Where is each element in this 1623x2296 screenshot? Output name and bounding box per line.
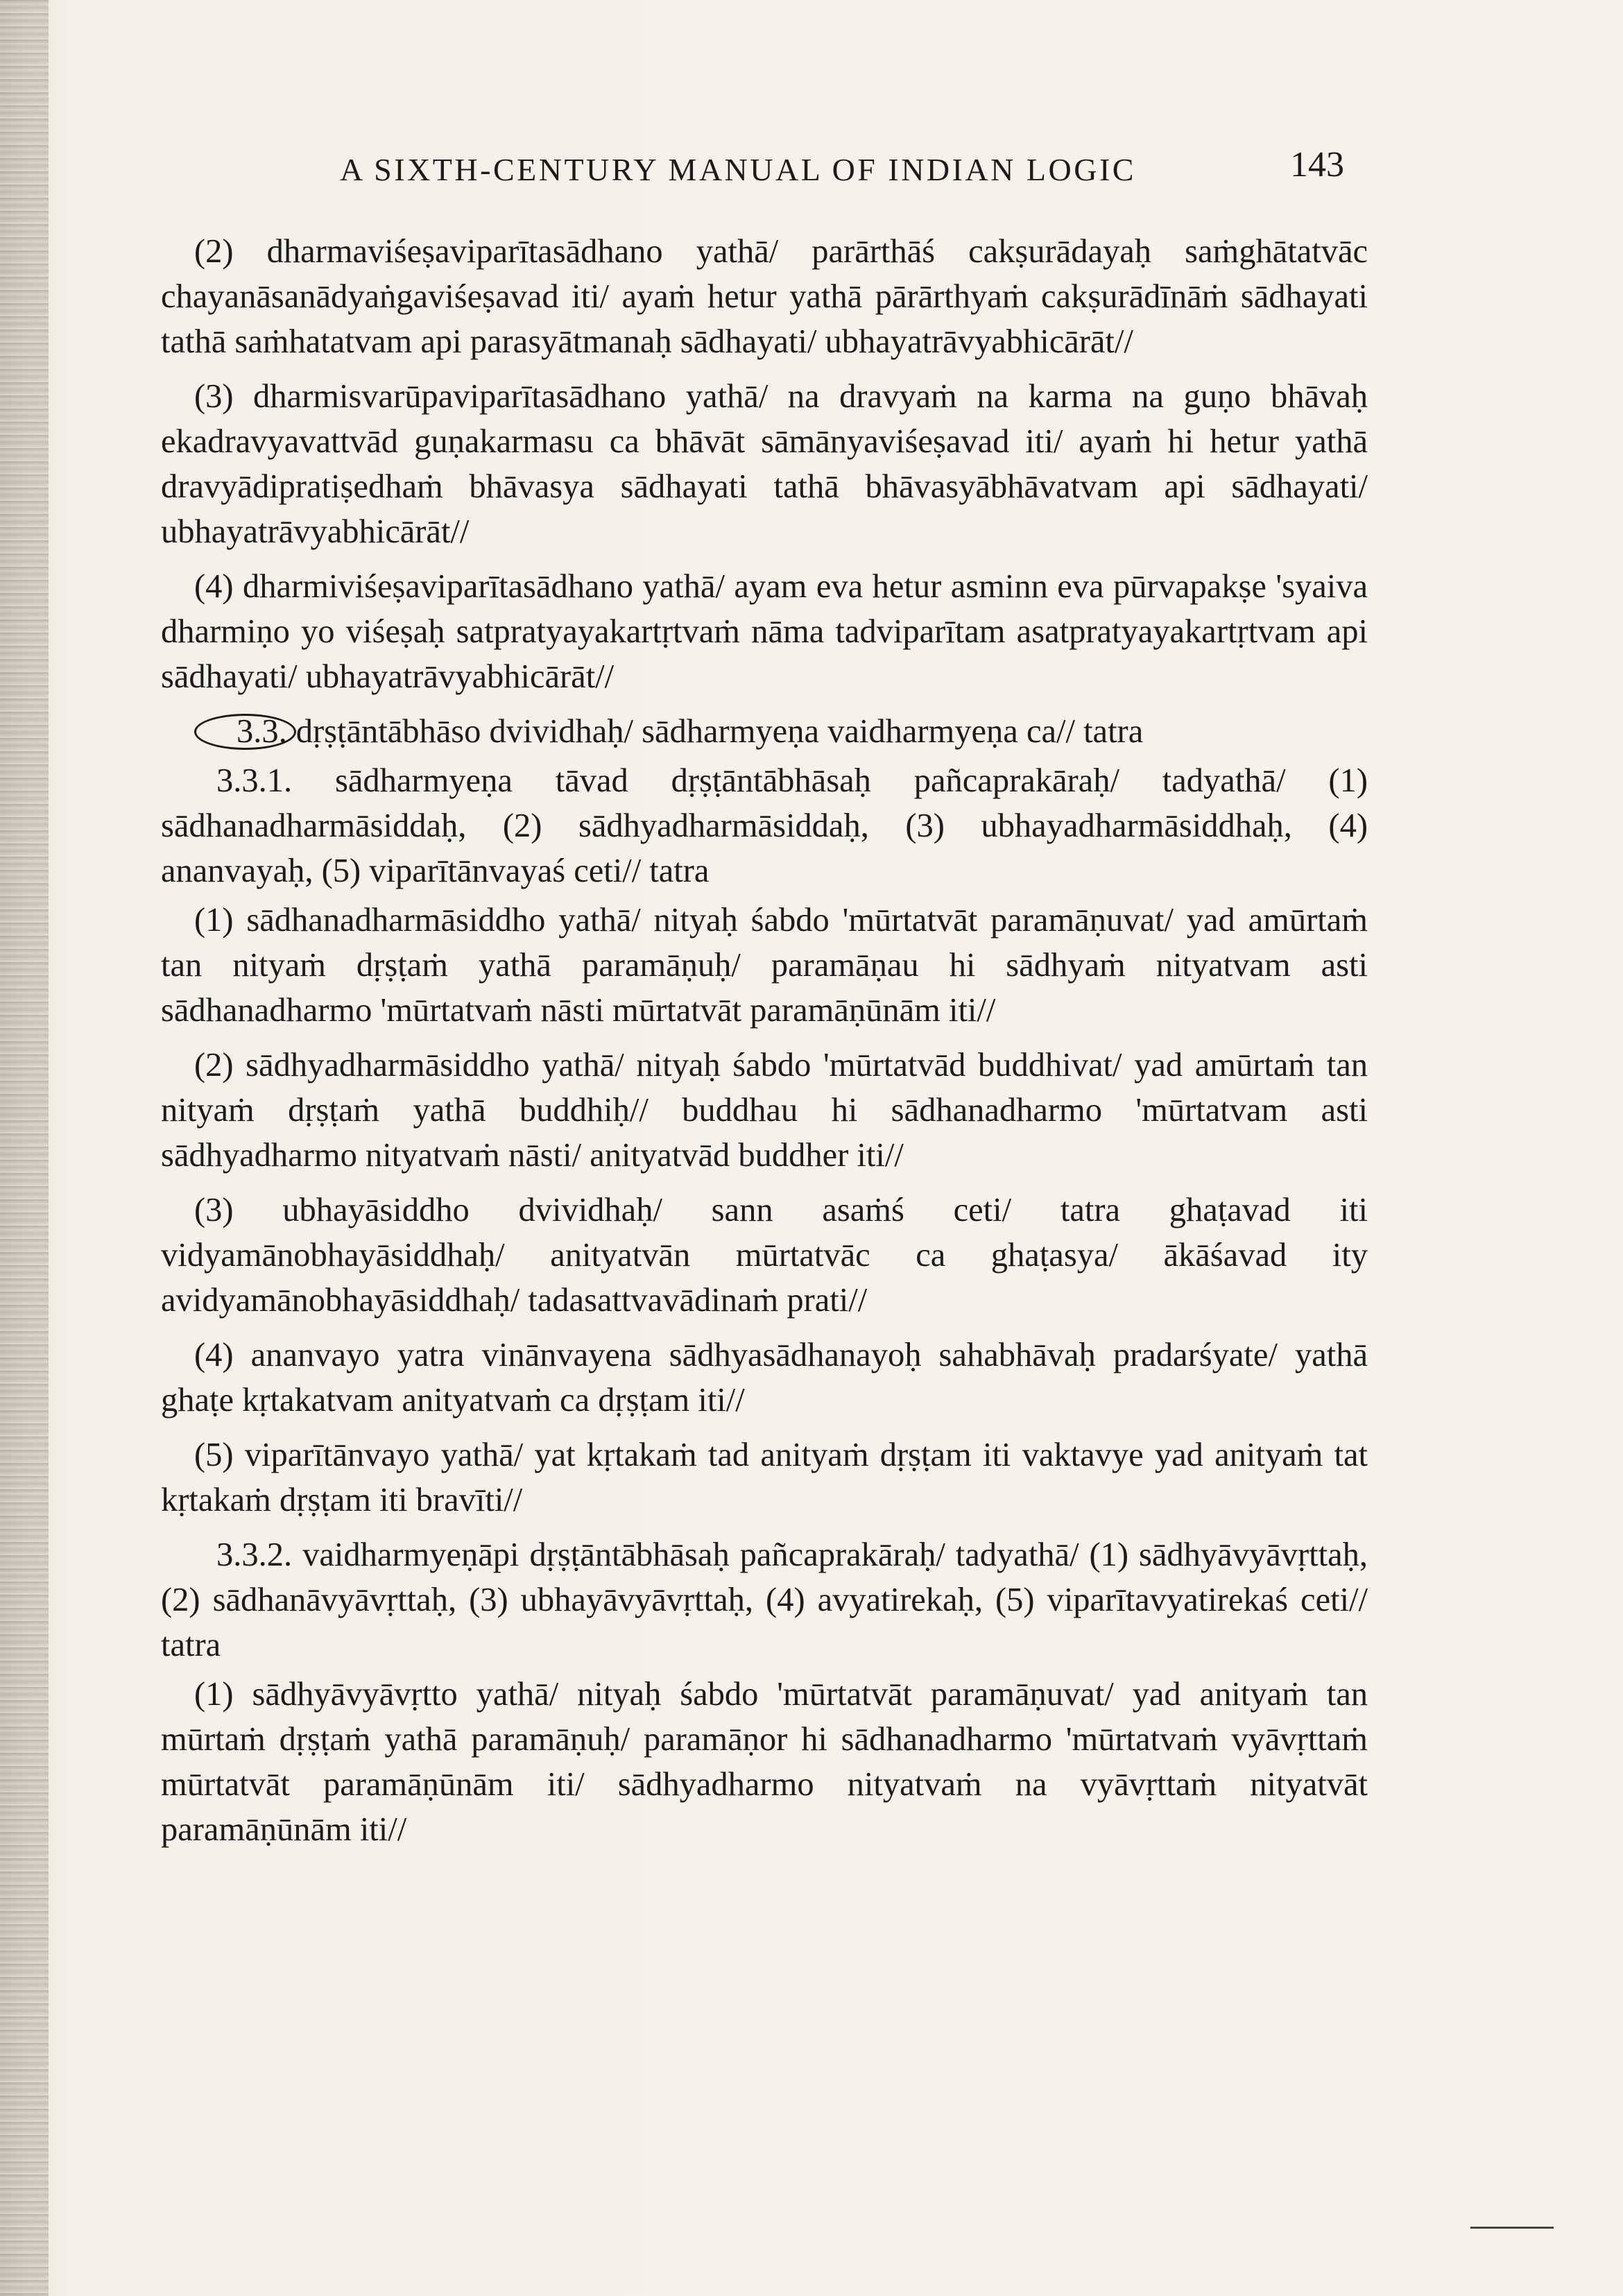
paragraph-dharmisvarupa: (3) dharmisvarūpaviparītasādhano yathā/ na dravyaṁ na karma na guṇo bhāvaḥ ekadravyavattvād guṇakarmasu ca bhāvāt sāmānyaviśeṣavad iti/ ayaṁ hi hetur yathā dravyādipratiṣedhaṁ bhāvasya sādhayati tathā bhāvasyābhāvatvam api sādhayati/ ubhayatrāvyabhicārāt// — [161, 378, 1368, 550]
circled-section-number: 3.3. — [194, 714, 296, 750]
margin-mark — [1470, 2227, 1554, 2229]
body-text — [161, 229, 1368, 1862]
paragraph-sadhyadharmasiddha: (2) sādhyadharmāsiddho yathā/ nityaḥ śabdo 'mūrtatvād buddhivat/ yad amūrtaṁ tan nityaṁ dṛṣṭaṁ yathā buddhiḥ// buddhau hi sādhanadharmo 'mūrtatvam asti sādhyadharmo nityatvaṁ nāsti/ anityatvād buddher iti// — [161, 1047, 1368, 1174]
page-number: 143 — [1290, 145, 1344, 185]
section-3-3-text: dṛṣṭāntābhāso dvividhaḥ/ sādharmyeṇa vaidharmyeṇa ca// tatra — [295, 713, 1144, 750]
paragraph-ubhayasiddha: (3) ubhayāsiddho dvividhaḥ/ sann asaṁś ceti/ tatra ghaṭavad iti vidyamānobhayāsiddhaḥ/ anityatvān mūrtatvāc ca ghaṭasya/ ākāśavad ity avidyamānobhayāsiddhaḥ/ tadasattvavādinaṁ prati// — [161, 1192, 1368, 1319]
paragraph-sadhanadharmasiddha: (1) sādhanadharmāsiddho yathā/ nityaḥ śabdo 'mūrtatvāt paramāṇuvat/ yad amūrtaṁ tan nityaṁ dṛṣṭaṁ yathā paramāṇuḥ/ paramāṇau hi sādhyaṁ nityatvam asti sādhanadharmo 'mūrtatvaṁ nāsti mūrtatvāt paramāṇūnām iti// — [161, 902, 1368, 1029]
section-3-3 — [161, 709, 1368, 754]
section-3-3-1: 3.3.1. sādharmyeṇa tāvad dṛṣṭāntābhāsaḥ pañcaprakāraḥ/ tadyathā/ (1) sādhanadharmāsiddaḥ, (2) sādhyadharmāsiddaḥ, (3) ubhayadharmāsiddhaḥ, (4) ananvayaḥ, (5) viparītānvayaś ceti// tatra — [161, 762, 1368, 889]
page-binding-shadow — [0, 0, 49, 2296]
paragraph-ananvaya: (4) ananvayo yatra vinānvayena sādhyasādhanayoḥ sahabhāvaḥ pradarśyate/ yathā ghaṭe kṛtakatvam anityatvaṁ ca dṛṣṭam iti// — [161, 1337, 1368, 1419]
paragraph-sadhyavyavrtta: (1) sādhyāvyāvṛtto yathā/ nityaḥ śabdo 'mūrtatvāt paramāṇuvat/ yad anityaṁ tan mūrtaṁ dṛṣṭaṁ yathā paramāṇuḥ/ paramāṇor hi sādhanadharmo 'mūrtatvaṁ vyāvṛttaṁ mūrtatvāt paramāṇūnām iti/ sādhyadharmo nityatvaṁ na vyāvṛttaṁ nityatvāt paramāṇūnām iti// — [161, 1676, 1368, 1848]
paragraph-viparitanvaya: (5) viparītānvayo yathā/ yat kṛtakaṁ tad anityaṁ dṛṣṭam iti vaktavye yad anityaṁ tat kṛtakaṁ dṛṣṭam iti bravīti// — [161, 1437, 1368, 1518]
section-3-3-2: 3.3.2. vaidharmyeṇāpi dṛṣṭāntābhāsaḥ pañcaprakāraḥ/ tadyathā/ (1) sādhyāvyāvṛttaḥ, (2) sādhanāvyāvṛttaḥ, (3) ubhayāvyāvṛttaḥ, (4) avyatirekaḥ, (5) viparītavyatirekaś ceti// tatra — [161, 1536, 1368, 1663]
running-title: A SIXTH-CENTURY MANUAL OF INDIAN LOGIC — [340, 152, 1136, 187]
paragraph-dharmivisesa: (4) dharmiviśeṣaviparītasādhano yathā/ ayam eva hetur asminn eva pūrvapakṣe 'syaiva dharmiṇo yo viśeṣaḥ satpratyayakartṛtvaṁ nāma tadviparītam asatpratyayakartṛtvam api sādhayati/ ubhayatrāvyabhicārāt// — [161, 568, 1368, 695]
paragraph-dharmavisesa: (2) dharmaviśeṣaviparītasādhano yathā/ parārthāś cakṣurādayaḥ saṁghātatvāc chayanāsanādyaṅgaviśeṣavad iti/ ayaṁ hetur yathā pārārthyaṁ cakṣurādīnāṁ sādhayati tathā saṁhatatvam api parasyātmanaḥ sādhayati/ ubhayatrāvyabhicārāt// — [161, 233, 1368, 360]
